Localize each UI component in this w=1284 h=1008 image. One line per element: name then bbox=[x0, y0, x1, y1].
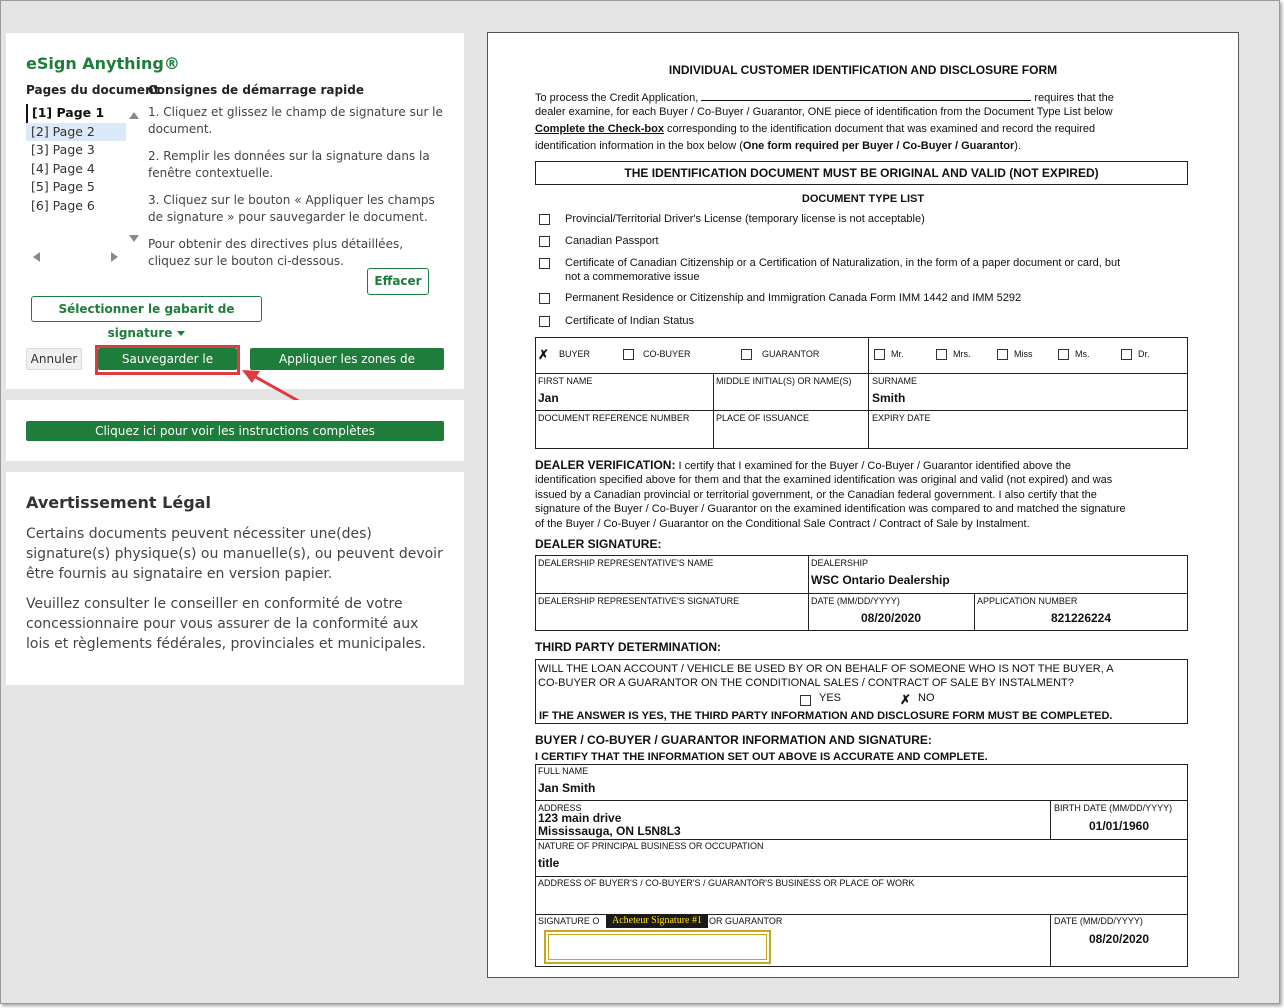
third-party-question-1: WILL THE LOAN ACCOUNT / VEHICLE BE USED BY OR ON BEHALF OF SOMEONE WHO IS NOT THE BUYER, A bbox=[538, 663, 1114, 675]
title-dr-checkbox[interactable] bbox=[1121, 349, 1132, 360]
document-page[interactable] bbox=[487, 32, 1239, 978]
chevron-down-icon bbox=[177, 331, 185, 336]
page-item-4[interactable]: [4] Page 4 bbox=[31, 160, 95, 176]
signature-field-tag[interactable]: Acheteur Signature #1 bbox=[606, 914, 708, 928]
dealer-blank bbox=[701, 91, 1031, 101]
doc-type-checkbox-5[interactable] bbox=[539, 316, 550, 327]
dealer-verification-line-5: of the Buyer / Co-Buyer / Guarantor on the Conditional Sale Contract / Contract of Sale by Instalment. bbox=[535, 518, 1030, 530]
doc-type-2: Canadian Passport bbox=[565, 235, 659, 247]
surname-label: SURNAME bbox=[872, 376, 918, 386]
signature-date-value: 08/20/2020 bbox=[1088, 932, 1150, 946]
full-name-value: Jan Smith bbox=[538, 781, 596, 795]
title-dr: Dr. bbox=[1138, 349, 1150, 359]
buyer-info-heading: BUYER / CO-BUYER / GUARANTOR INFORMATION AND SIGNATURE: bbox=[535, 733, 932, 747]
dealer-verification-line-1: DEALER VERIFICATION: I certify that I examined for the Buyer / Co-Buyer / Guarantor identified above the bbox=[535, 458, 1072, 472]
birth-date-value: 01/01/1960 bbox=[1088, 819, 1150, 833]
legal-paragraph-2: Veuillez consulter le conseiller en conformité de votre concessionnaire pour vous assurer de la conformité aux lois et règlements fédérales, provinciales et municipales. bbox=[26, 596, 427, 652]
full-name-label: FULL NAME bbox=[538, 766, 589, 776]
rep-name-label: DEALERSHIP REPRESENTATIVE'S NAME bbox=[538, 558, 714, 568]
doc-type-checkbox-4[interactable] bbox=[539, 293, 550, 304]
doc-type-checkbox-3[interactable] bbox=[539, 258, 550, 269]
yes-label: YES bbox=[819, 692, 842, 704]
doc-type-checkbox-2[interactable] bbox=[539, 236, 550, 247]
doc-type-1: Provincial/Territorial Driver's License (temporary license is not acceptable) bbox=[565, 213, 925, 225]
divider bbox=[535, 800, 1188, 801]
divider bbox=[535, 876, 1188, 877]
divider bbox=[535, 410, 1188, 411]
template-select-label: Sélectionner le gabarit de signature bbox=[58, 302, 235, 340]
co-buyer-checkbox[interactable] bbox=[623, 349, 634, 360]
intro-line-3: Complete the Check-box corresponding to the identification document that was examined and record the required bbox=[535, 123, 1096, 135]
page-item-5[interactable]: [5] Page 5 bbox=[31, 179, 95, 194]
signature-label-start: SIGNATURE O bbox=[538, 916, 600, 926]
title-mrs-checkbox[interactable] bbox=[936, 349, 947, 360]
signature-tools-panel bbox=[6, 33, 464, 389]
title-ms: Ms. bbox=[1075, 349, 1090, 359]
middle-name-label: MIDDLE INITIAL(S) OR NAME(S) bbox=[716, 376, 852, 386]
quick-start-instructions bbox=[148, 104, 444, 280]
scroll-up-icon[interactable] bbox=[129, 112, 139, 119]
doc-title: INDIVIDUAL CUSTOMER IDENTIFICATION AND DISCLOSURE FORM bbox=[668, 63, 1058, 77]
dealership-value: WSC Ontario Dealership bbox=[811, 573, 950, 587]
guarantor-checkbox[interactable] bbox=[741, 349, 752, 360]
third-party-note: IF THE ANSWER IS YES, THE THIRD PARTY INFORMATION AND DISCLOSURE FORM MUST BE COMPLETED. bbox=[539, 710, 1113, 722]
dealer-signature-heading: DEALER SIGNATURE: bbox=[535, 537, 662, 551]
legal-body bbox=[26, 524, 446, 664]
cancel-button[interactable]: Annuler bbox=[26, 348, 82, 370]
legal-paragraph-1: Certains documents peuvent nécessiter une(des) signature(s) physique(s) ou manuelle(s), ou peuvent devoir être fournis au signataire en version papier. bbox=[26, 526, 443, 582]
address-label: ADDRESS bbox=[538, 803, 582, 813]
place-issuance-label: PLACE OF ISSUANCE bbox=[716, 413, 810, 423]
dealer-date-value: 08/20/2020 bbox=[860, 611, 922, 625]
quick-start-step-1: 1. Cliquez et glissez le champ de signature sur le document. bbox=[148, 105, 443, 136]
quick-start-more: Pour obtenir des directives plus détaillées, cliquez sur le bouton ci-dessous. bbox=[148, 237, 404, 268]
occupation-value: title bbox=[538, 856, 560, 870]
scroll-down-icon[interactable] bbox=[129, 235, 139, 242]
divider bbox=[535, 373, 1188, 374]
rep-signature-label: DEALERSHIP REPRESENTATIVE'S SIGNATURE bbox=[538, 596, 740, 606]
role-guarantor: GUARANTOR bbox=[762, 349, 820, 359]
certify-line: I CERTIFY THAT THE INFORMATION SET OUT ABOVE IS ACCURATE AND COMPLETE. bbox=[535, 751, 988, 763]
save-template-button[interactable]: Sauvegarder le modèle bbox=[98, 348, 237, 370]
expiry-label: EXPIRY DATE bbox=[872, 413, 931, 423]
page-item-3[interactable]: [3] Page 3 bbox=[31, 142, 95, 157]
divider bbox=[868, 373, 869, 449]
dealer-verification-line-3: issued by a Canadian provincial or territorial government, or the Canadian federal government. I also certify that the bbox=[535, 489, 1097, 501]
page-item-1[interactable]: [1] Page 1 bbox=[26, 104, 126, 123]
divider bbox=[535, 593, 1188, 594]
app-number-label: APPLICATION NUMBER bbox=[977, 596, 1078, 606]
occupation-label: NATURE OF PRINCIPAL BUSINESS OR OCCUPATION bbox=[538, 841, 764, 851]
pages-vertical-scrollbar[interactable] bbox=[128, 104, 140, 249]
doc-type-3: Certificate of Canadian Citizenship or a Certification of Naturalization, in the form of a paper document or card, but bbox=[565, 257, 1121, 269]
signature-field[interactable] bbox=[544, 930, 771, 964]
birth-date-label: BIRTH DATE (MM/DD/YYYY) bbox=[1054, 803, 1173, 813]
divider bbox=[535, 839, 1188, 840]
third-party-question-2: CO-BUYER OR A GUARANTOR ON THE CONDITIONAL SALES / CONTRACT OF SALE BY INSTALMENT? bbox=[538, 677, 1074, 689]
divider bbox=[868, 337, 869, 373]
pages-horizontal-scrollbar[interactable] bbox=[26, 249, 126, 263]
doc-type-4: Permanent Residence or Citizenship and Immigration Canada Form IMM 1442 and IMM 5292 bbox=[565, 292, 1022, 304]
title-mrs: Mrs. bbox=[953, 349, 971, 359]
pages-heading: Pages du document bbox=[26, 83, 160, 97]
highlight-box bbox=[95, 345, 240, 375]
intro-line-2: dealer examine, for each Buyer / Co-Buyer / Guarantor, ONE piece of identification from the Document Type List below bbox=[535, 106, 1113, 118]
role-buyer: BUYER bbox=[559, 349, 591, 359]
id-banner: THE IDENTIFICATION DOCUMENT MUST BE ORIGINAL AND VALID (NOT EXPIRED) bbox=[624, 166, 1099, 180]
full-instructions-button[interactable]: Cliquez ici pour voir les instructions complètes bbox=[26, 421, 444, 441]
address-line-1: 123 main drive bbox=[538, 811, 622, 825]
first-name-value: Jan bbox=[538, 391, 559, 405]
no-check-x-icon: ✗ bbox=[900, 692, 911, 707]
third-party-heading: THIRD PARTY DETERMINATION: bbox=[535, 640, 721, 654]
first-name-label: FIRST NAME bbox=[538, 376, 593, 386]
doc-type-3-cont: not a commemorative issue bbox=[565, 271, 700, 283]
role-co-buyer: CO-BUYER bbox=[643, 349, 691, 359]
title-miss-checkbox[interactable] bbox=[997, 349, 1008, 360]
title-miss: Miss bbox=[1014, 349, 1033, 359]
quick-start-step-2: 2. Remplir les données sur la signature dans la fenêtre contextuelle. bbox=[148, 149, 430, 180]
third-party-yes-checkbox[interactable] bbox=[800, 695, 811, 706]
template-select-dropdown[interactable] bbox=[31, 296, 262, 340]
business-address-label: ADDRESS OF BUYER'S / CO-BUYER'S / GUARANTOR'S BUSINESS OR PLACE OF WORK bbox=[538, 878, 915, 888]
title-ms-checkbox[interactable] bbox=[1058, 349, 1069, 360]
quick-start-heading: Consignes de démarrage rapide bbox=[148, 83, 364, 97]
app-title: eSign Anything® bbox=[26, 54, 180, 73]
dealership-label: DEALERSHIP bbox=[811, 558, 869, 568]
no-label: NO bbox=[918, 692, 935, 704]
scroll-right-icon[interactable] bbox=[111, 252, 118, 262]
legal-title: Avertissement Légal bbox=[26, 493, 211, 512]
page-item-6[interactable]: [6] Page 6 bbox=[31, 197, 95, 213]
legal-warning-panel bbox=[6, 472, 464, 685]
page-item-2[interactable]: [2] Page 2 bbox=[26, 123, 126, 142]
address-line-2: Mississauga, ON L5N8L3 bbox=[538, 824, 681, 838]
pages-list[interactable] bbox=[26, 104, 128, 254]
intro-line-1: To process the Credit Application, requires that the bbox=[535, 92, 1114, 104]
scroll-left-icon[interactable] bbox=[33, 252, 40, 262]
doc-type-checkbox-1[interactable] bbox=[539, 214, 550, 225]
title-mr-checkbox[interactable] bbox=[874, 349, 885, 360]
signature-date-label: DATE (MM/DD/YYYY) bbox=[1054, 916, 1143, 926]
doc-ref-label: DOCUMENT REFERENCE NUMBER bbox=[538, 413, 690, 423]
clear-button[interactable]: Effacer bbox=[367, 268, 429, 295]
surname-value: Smith bbox=[872, 391, 906, 405]
dealer-verification-line-2: identification specified above for them and that the examined identification was original and valid (not expired) and was bbox=[535, 474, 1113, 486]
quick-start-step-3: 3. Cliquez sur le bouton « Appliquer les champs de signature » pour sauvegarder le document. bbox=[148, 193, 435, 224]
doc-list-title: DOCUMENT TYPE LIST bbox=[801, 193, 925, 205]
doc-type-5: Certificate of Indian Status bbox=[565, 315, 695, 327]
divider bbox=[713, 373, 714, 449]
apply-signature-zones-button[interactable]: Appliquer les zones de signature bbox=[250, 348, 444, 370]
dealer-date-label: DATE (MM/DD/YYYY) bbox=[811, 596, 900, 606]
intro-line-4: identification information in the box below (One form required per Buyer / Co-Buyer / Guarantor). bbox=[535, 140, 1022, 152]
app-number-value: 821226224 bbox=[1050, 611, 1112, 625]
signature-label-end: OR GUARANTOR bbox=[709, 916, 783, 926]
buyer-check-x-icon: ✗ bbox=[538, 347, 549, 362]
title-mr: Mr. bbox=[891, 349, 904, 359]
dealer-verification-line-4: signature of the Buyer / Co-Buyer / Guarantor on the examined identification was compared to and matched the signature bbox=[535, 503, 1126, 515]
instructions-panel bbox=[6, 400, 464, 461]
